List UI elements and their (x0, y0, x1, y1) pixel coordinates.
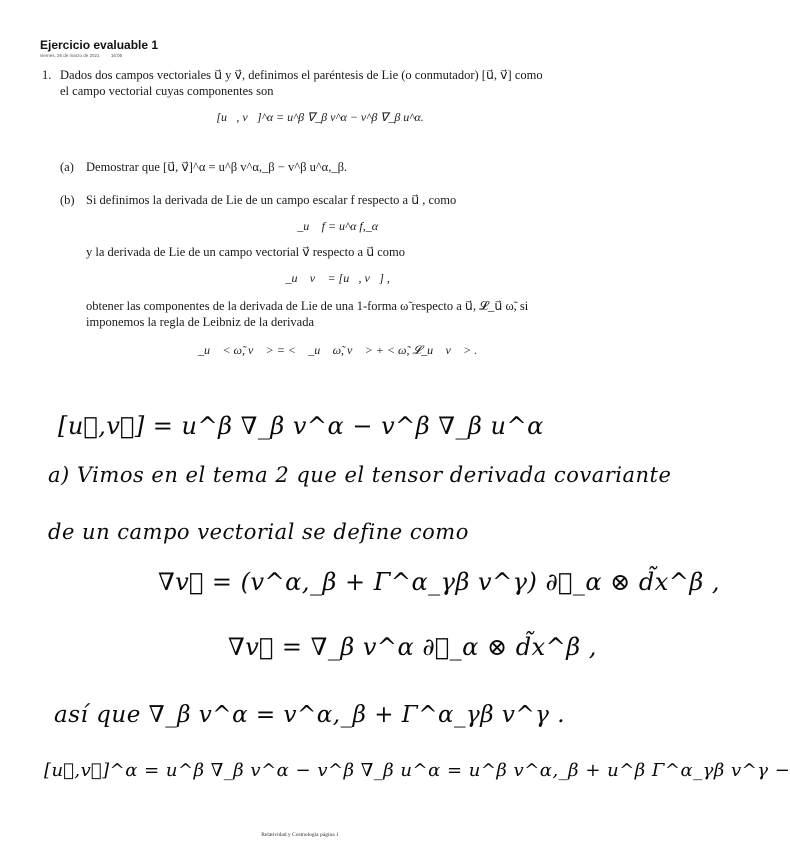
lie-vector-equation: 𝓛_u⃗ v⃗ = [u⃗, v⃗] , (276, 271, 390, 285)
part-a-text: Demostrar que [u⃗, v⃗]^α = u^β v^α,_β − v^β u^α,_β. (86, 160, 348, 174)
part-b-label: (b) (60, 193, 75, 207)
handwritten-line-7: [u⃗,v⃗]^α = u^β ∇_β v^α − v^β ∇_β u^α = u^β v^α,_β + u^β Γ^α_γβ v^γ − (44, 760, 790, 781)
part-a-label: (a) (60, 160, 74, 174)
page-date (40, 53, 122, 58)
page-footer: Relatividad y Cosmología página 1 (261, 832, 339, 838)
problem-statement (40, 67, 580, 358)
page-title: Ejercicio evaluable 1 (40, 38, 159, 52)
leibniz-equation: 𝓛_u⃗ < ω̃, v⃗ > = < 𝓛_u⃗ ω̃, v⃗ > + < ω̃, 𝓛_u⃗ v⃗ > . (188, 343, 478, 357)
intro-line-2: el campo vectorial cuyas componentes son (60, 84, 274, 98)
date-text: viernes, 26 de marzo de 2021 (40, 53, 100, 58)
part-b-text-3: obtener las componentes de la derivada de Lie de una 1-forma ω̃ respecto a u⃗, 𝓛_u⃗ ω̃, si (86, 299, 529, 313)
part-b-text-4: imponemos la regla de Leibniz de la derivada (86, 315, 315, 329)
problem-number: 1. (42, 68, 52, 82)
part-b (60, 192, 580, 358)
part-b-text-1: Si definimos la derivada de Lie de un campo escalar f respecto a u⃗ , como (86, 193, 457, 207)
handwritten-line-4: ∇v⃗ = (v^α,_β + Γ^α_γβ v^γ) ∂⃗_α ⊗ d̃x^β , (158, 568, 721, 596)
handwritten-line-3: de un campo vectorial se define como (48, 520, 469, 544)
main-equation: [u⃗, v⃗]^α = u^β ∇_β v^α − v^β ∇_β u^α. (216, 110, 424, 124)
intro-line-1: Dados dos campos vectoriales u⃗ y v⃗, definimos el paréntesis de Lie (o conmutador) [u⃗, v⃗] como (60, 68, 543, 82)
time-text: 16:05 (110, 53, 123, 58)
lie-scalar-equation: 𝓛_u⃗ f = u^α f,_α (287, 219, 379, 233)
handwritten-line-2: a) Vimos en el tema 2 que el tensor derivada covariante (48, 463, 672, 487)
handwritten-line-5: ∇v⃗ = ∇_β v^α ∂⃗_α ⊗ d̃x^β , (228, 633, 597, 661)
part-b-text-2: y la derivada de Lie de un campo vectorial v⃗ respecto a u⃗ como (86, 245, 406, 259)
handwritten-line-6: así que ∇_β v^α = v^α,_β + Γ^α_γβ v^γ . (54, 702, 566, 728)
handwritten-line-1: [u⃗,v⃗] = u^β ∇_β v^α − v^β ∇_β u^α (58, 412, 544, 440)
part-a (60, 159, 580, 175)
